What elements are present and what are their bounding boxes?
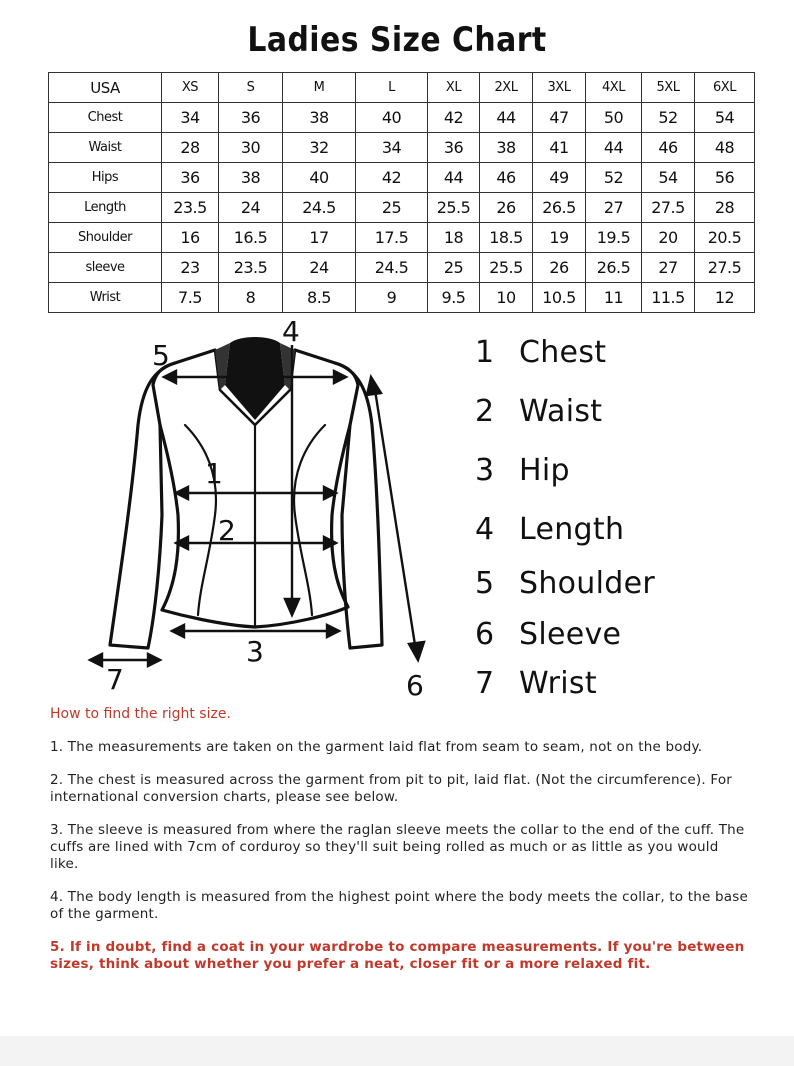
table-cell: 38 <box>219 163 283 193</box>
table-cell: 16 <box>162 223 219 253</box>
sizing-notes <box>50 706 750 989</box>
footer-bar <box>0 1036 794 1066</box>
header-cell-size: 3XL <box>533 73 586 103</box>
table-header-row <box>49 73 755 103</box>
table-cell: 8.5 <box>283 283 356 313</box>
table-cell: 42 <box>356 163 428 193</box>
row-label: sleeve <box>49 253 162 283</box>
table-cell: 56 <box>695 163 755 193</box>
table-cell: 9.5 <box>428 283 480 313</box>
table-cell: 38 <box>283 103 356 133</box>
table-row <box>49 283 755 313</box>
table-cell: 44 <box>428 163 480 193</box>
header-cell-size: 5XL <box>642 73 695 103</box>
legend-item: 6 Sleeve <box>475 617 622 652</box>
table-cell: 46 <box>642 133 695 163</box>
table-cell: 24.5 <box>356 253 428 283</box>
table-cell: 27.5 <box>642 193 695 223</box>
legend-item: 3 Hip <box>475 453 570 488</box>
table-cell: 9 <box>356 283 428 313</box>
table-cell: 38 <box>480 133 533 163</box>
table-cell: 44 <box>480 103 533 133</box>
table-cell: 47 <box>533 103 586 133</box>
row-label: Hips <box>49 163 162 193</box>
header-cell-size: S <box>219 73 283 103</box>
table-row <box>49 133 755 163</box>
table-cell: 23.5 <box>162 193 219 223</box>
header-cell-size: 2XL <box>480 73 533 103</box>
table-row <box>49 193 755 223</box>
header-cell-size: 6XL <box>695 73 755 103</box>
mark-7: 7 <box>106 663 124 696</box>
measurement-legend <box>475 330 775 710</box>
table-cell: 23.5 <box>219 253 283 283</box>
table-cell: 54 <box>642 163 695 193</box>
table-cell: 26 <box>533 253 586 283</box>
table-cell: 20 <box>642 223 695 253</box>
header-cell-size: XS <box>162 73 219 103</box>
table-cell: 19 <box>533 223 586 253</box>
table-cell: 49 <box>533 163 586 193</box>
table-cell: 19.5 <box>586 223 642 253</box>
table-cell: 27 <box>586 193 642 223</box>
table-cell: 50 <box>586 103 642 133</box>
note-item: 4. The body length is measured from the highest point where the body meets the collar, to the base of the garment. <box>50 889 748 922</box>
table-cell: 52 <box>586 163 642 193</box>
legend-item: 4 Length <box>475 512 625 547</box>
note-item-highlight: 5. If in doubt, find a coat in your wardrobe to compare measurements. If you're between sizes, think about whether you prefer a neat, closer fit or a more relaxed fit. <box>50 939 745 972</box>
table-cell: 25.5 <box>428 193 480 223</box>
table-cell: 52 <box>642 103 695 133</box>
table-cell: 25.5 <box>480 253 533 283</box>
table-cell: 18.5 <box>480 223 533 253</box>
table-cell: 18 <box>428 223 480 253</box>
table-cell: 36 <box>219 103 283 133</box>
table-cell: 17 <box>283 223 356 253</box>
table-cell: 16.5 <box>219 223 283 253</box>
mark-5: 5 <box>152 339 170 372</box>
table-cell: 27 <box>642 253 695 283</box>
table-row <box>49 253 755 283</box>
table-cell: 27.5 <box>695 253 755 283</box>
size-table <box>48 72 755 313</box>
legend-item: 1 Chest <box>475 335 607 370</box>
mark-4: 4 <box>282 315 300 348</box>
jacket-diagram <box>80 315 450 705</box>
notes-heading: How to find the right size. <box>50 706 231 722</box>
table-cell: 11 <box>586 283 642 313</box>
mark-2: 2 <box>218 514 236 547</box>
page-title: Ladies Size Chart <box>247 20 547 60</box>
table-cell: 20.5 <box>695 223 755 253</box>
table-cell: 36 <box>162 163 219 193</box>
table-cell: 24 <box>283 253 356 283</box>
table-cell: 12 <box>695 283 755 313</box>
mark-3: 3 <box>246 635 264 668</box>
table-cell: 46 <box>480 163 533 193</box>
table-cell: 42 <box>428 103 480 133</box>
table-cell: 54 <box>695 103 755 133</box>
right-sleeve <box>335 363 382 648</box>
table-cell: 41 <box>533 133 586 163</box>
table-cell: 34 <box>356 133 428 163</box>
table-cell: 10.5 <box>533 283 586 313</box>
table-cell: 28 <box>162 133 219 163</box>
header-cell-size: L <box>356 73 428 103</box>
row-label: Chest <box>49 103 162 133</box>
mark-6: 6 <box>406 669 424 702</box>
row-label: Wrist <box>49 283 162 313</box>
row-label: Length <box>49 193 162 223</box>
table-cell: 44 <box>586 133 642 163</box>
header-cell-size: 4XL <box>586 73 642 103</box>
table-cell: 25 <box>356 193 428 223</box>
table-cell: 25 <box>428 253 480 283</box>
table-cell: 26.5 <box>586 253 642 283</box>
table-row <box>49 163 755 193</box>
table-cell: 8 <box>219 283 283 313</box>
table-cell: 32 <box>283 133 356 163</box>
table-cell: 11.5 <box>642 283 695 313</box>
table-cell: 24.5 <box>283 193 356 223</box>
table-cell: 23 <box>162 253 219 283</box>
mark-1: 1 <box>205 457 223 490</box>
note-item: 2. The chest is measured across the garment from pit to pit, laid flat. (Not the circumference). For international conversion charts, please see below. <box>50 772 733 805</box>
table-cell: 30 <box>219 133 283 163</box>
table-cell: 48 <box>695 133 755 163</box>
table-cell: 28 <box>695 193 755 223</box>
table-cell: 36 <box>428 133 480 163</box>
legend-item: 5 Shoulder <box>475 566 655 601</box>
table-cell: 24 <box>219 193 283 223</box>
table-cell: 17.5 <box>356 223 428 253</box>
legend-item: 2 Waist <box>475 394 603 429</box>
row-label: Shoulder <box>49 223 162 253</box>
header-cell-size: XL <box>428 73 480 103</box>
note-item: 3. The sleeve is measured from where the raglan sleeve meets the collar to the end of the cuff. The cuffs are lined with 7cm of corduroy so they'll suit being rolled as much or as little as you would like. <box>50 822 745 872</box>
table-row <box>49 103 755 133</box>
table-cell: 40 <box>356 103 428 133</box>
table-cell: 34 <box>162 103 219 133</box>
note-item: 1. The measurements are taken on the garment laid flat from seam to seam, not on the body. <box>50 739 703 755</box>
table-cell: 26 <box>480 193 533 223</box>
table-cell: 7.5 <box>162 283 219 313</box>
table-cell: 40 <box>283 163 356 193</box>
table-cell: 10 <box>480 283 533 313</box>
table-row <box>49 223 755 253</box>
collar <box>225 337 285 420</box>
table-cell: 26.5 <box>533 193 586 223</box>
header-cell-region: USA <box>49 73 162 103</box>
row-label: Waist <box>49 133 162 163</box>
legend-item: 7 Wrist <box>475 666 597 701</box>
header-cell-size: M <box>283 73 356 103</box>
